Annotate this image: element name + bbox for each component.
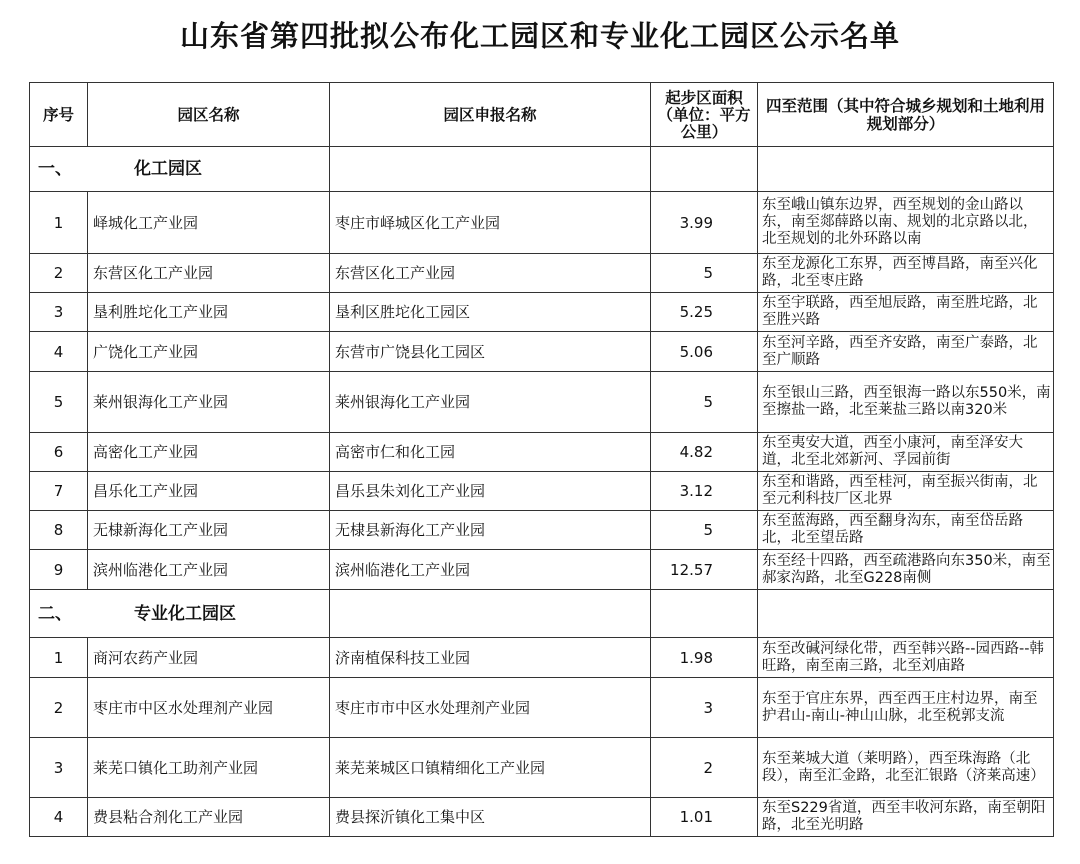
table-row <box>30 293 1054 332</box>
cell-name: 高密化工产业园 <box>88 433 330 472</box>
section-name: 化工园区 <box>134 159 202 179</box>
cell-name: 东营区化工产业园 <box>88 254 330 293</box>
table-row <box>30 550 1054 590</box>
cell-range: 东至蓝海路，西至翻身沟东，南至岱岳路北，北至望岳路 <box>758 511 1054 550</box>
page-title: 山东省第四批拟公布化工园区和专业化工园区公示名单 <box>179 19 900 53</box>
section-label: 二、 <box>38 603 72 624</box>
cell-seq: 4 <box>30 332 88 372</box>
cell-range: 东至宇联路，西至旭辰路，南至胜坨路，北至胜兴路 <box>758 293 1054 332</box>
table-row <box>30 254 1054 293</box>
cell-seq: 2 <box>30 254 88 293</box>
table-row <box>30 678 1054 738</box>
cell-reg-name: 济南植保科技工业园 <box>330 638 651 678</box>
cell-area: 4.82 <box>651 433 758 472</box>
cell-seq: 8 <box>30 511 88 550</box>
table-row <box>30 433 1054 472</box>
cell-range: 东至夷安大道，西至小康河，南至泽安大道，北至北郊新河、孚园前街 <box>758 433 1054 472</box>
cell-area: 5.06 <box>651 332 758 372</box>
cell-reg-name: 莱芜莱城区口镇精细化工产业园 <box>330 738 651 798</box>
cell-area: 5 <box>651 372 758 433</box>
cell-seq: 5 <box>30 372 88 433</box>
cell-area: 2 <box>651 738 758 798</box>
table-row <box>30 638 1054 678</box>
cell-name: 商河农药产业园 <box>88 638 330 678</box>
section-row <box>30 147 1054 192</box>
section-row <box>30 590 1054 638</box>
cell-range: 东至S229省道，西至丰收河东路，南至朝阳路，北至光明路 <box>758 798 1054 837</box>
cell-reg-name: 枣庄市峄城区化工产业园 <box>330 192 651 254</box>
cell-range: 东至于官庄东界，西至西王庄村边界，南至护君山-南山-神山山脉，北至税郭支流 <box>758 678 1054 738</box>
cell-area: 5.25 <box>651 293 758 332</box>
cell-range: 东至龙源化工东界，西至博昌路，南至兴化路，北至枣庄路 <box>758 254 1054 293</box>
cell-area: 1.98 <box>651 638 758 678</box>
cell-area: 5 <box>651 511 758 550</box>
cell-name: 滨州临港化工产业园 <box>88 550 330 590</box>
table-row <box>30 332 1054 372</box>
section-name: 专业化工园区 <box>134 603 236 624</box>
header-seq: 序号 <box>30 83 88 147</box>
cell-reg-name: 莱州银海化工产业园 <box>330 372 651 433</box>
cell-area: 1.01 <box>651 798 758 837</box>
cell-seq: 1 <box>30 638 88 678</box>
header-area: 起步区面积（单位：平方公里） <box>651 83 758 147</box>
cell-seq: 9 <box>30 550 88 590</box>
cell-range: 东至改碱河绿化带，西至韩兴路--园西路--韩旺路，南至南三路，北至刘庙路 <box>758 638 1054 678</box>
cell-range: 东至和谐路，西至桂河，南至振兴街南，北至元利科技厂区北界 <box>758 472 1054 511</box>
cell-name: 莱芜口镇化工助剂产业园 <box>88 738 330 798</box>
cell-reg-name: 东营市广饶县化工园区 <box>330 332 651 372</box>
cell-name: 峄城化工产业园 <box>88 192 330 254</box>
cell-name: 垦利胜坨化工产业园 <box>88 293 330 332</box>
cell-range: 东至莱城大道（莱明路），西至珠海路（北段），南至汇金路，北至汇银路（济莱高速） <box>758 738 1054 798</box>
cell-area: 3 <box>651 678 758 738</box>
cell-reg-name: 昌乐县朱刘化工产业园 <box>330 472 651 511</box>
cell-seq: 1 <box>30 192 88 254</box>
cell-reg-name: 无棣县新海化工产业园 <box>330 511 651 550</box>
table-row <box>30 511 1054 550</box>
cell-reg-name: 东营区化工产业园 <box>330 254 651 293</box>
cell-seq: 7 <box>30 472 88 511</box>
cell-reg-name: 费县探沂镇化工集中区 <box>330 798 651 837</box>
park-list-table <box>29 82 1054 837</box>
header-reg-name: 园区申报名称 <box>330 83 651 147</box>
cell-name: 费县粘合剂化工产业园 <box>88 798 330 837</box>
cell-name: 昌乐化工产业园 <box>88 472 330 511</box>
cell-seq: 6 <box>30 433 88 472</box>
cell-seq: 3 <box>30 738 88 798</box>
cell-name: 枣庄市中区水处理剂产业园 <box>88 678 330 738</box>
cell-range: 东至峨山镇东边界，西至规划的金山路以东，南至郯薛路以南、规划的北京路以北，北至规划的北外环路以南 <box>758 192 1054 254</box>
cell-area: 5 <box>651 254 758 293</box>
cell-range: 东至河辛路，西至齐安路，南至广泰路，北至广顺路 <box>758 332 1054 372</box>
cell-reg-name: 滨州临港化工产业园 <box>330 550 651 590</box>
table-row <box>30 192 1054 254</box>
cell-area: 3.99 <box>651 192 758 254</box>
header-name: 园区名称 <box>88 83 330 147</box>
table-row <box>30 372 1054 433</box>
cell-range: 东至银山三路，西至银海一路以东550米，南至擦盐一路，北至莱盐三路以南320米 <box>758 372 1054 433</box>
cell-name: 无棣新海化工产业园 <box>88 511 330 550</box>
table-row <box>30 472 1054 511</box>
cell-reg-name: 枣庄市市中区水处理剂产业园 <box>330 678 651 738</box>
header-range: 四至范围（其中符合城乡规划和土地利用规划部分） <box>758 83 1054 147</box>
cell-name: 广饶化工产业园 <box>88 332 330 372</box>
table-row <box>30 738 1054 798</box>
cell-area: 12.57 <box>651 550 758 590</box>
cell-name: 莱州银海化工产业园 <box>88 372 330 433</box>
cell-seq: 4 <box>30 798 88 837</box>
cell-reg-name: 垦利区胜坨化工园区 <box>330 293 651 332</box>
header-row <box>30 83 1054 147</box>
cell-reg-name: 高密市仁和化工园 <box>330 433 651 472</box>
cell-area: 3.12 <box>651 472 758 511</box>
cell-range: 东至经十四路，西至疏港路向东350米，南至郝家沟路，北至G228南侧 <box>758 550 1054 590</box>
cell-seq: 3 <box>30 293 88 332</box>
table-row <box>30 798 1054 837</box>
section-label: 一、 <box>38 159 72 179</box>
cell-seq: 2 <box>30 678 88 738</box>
